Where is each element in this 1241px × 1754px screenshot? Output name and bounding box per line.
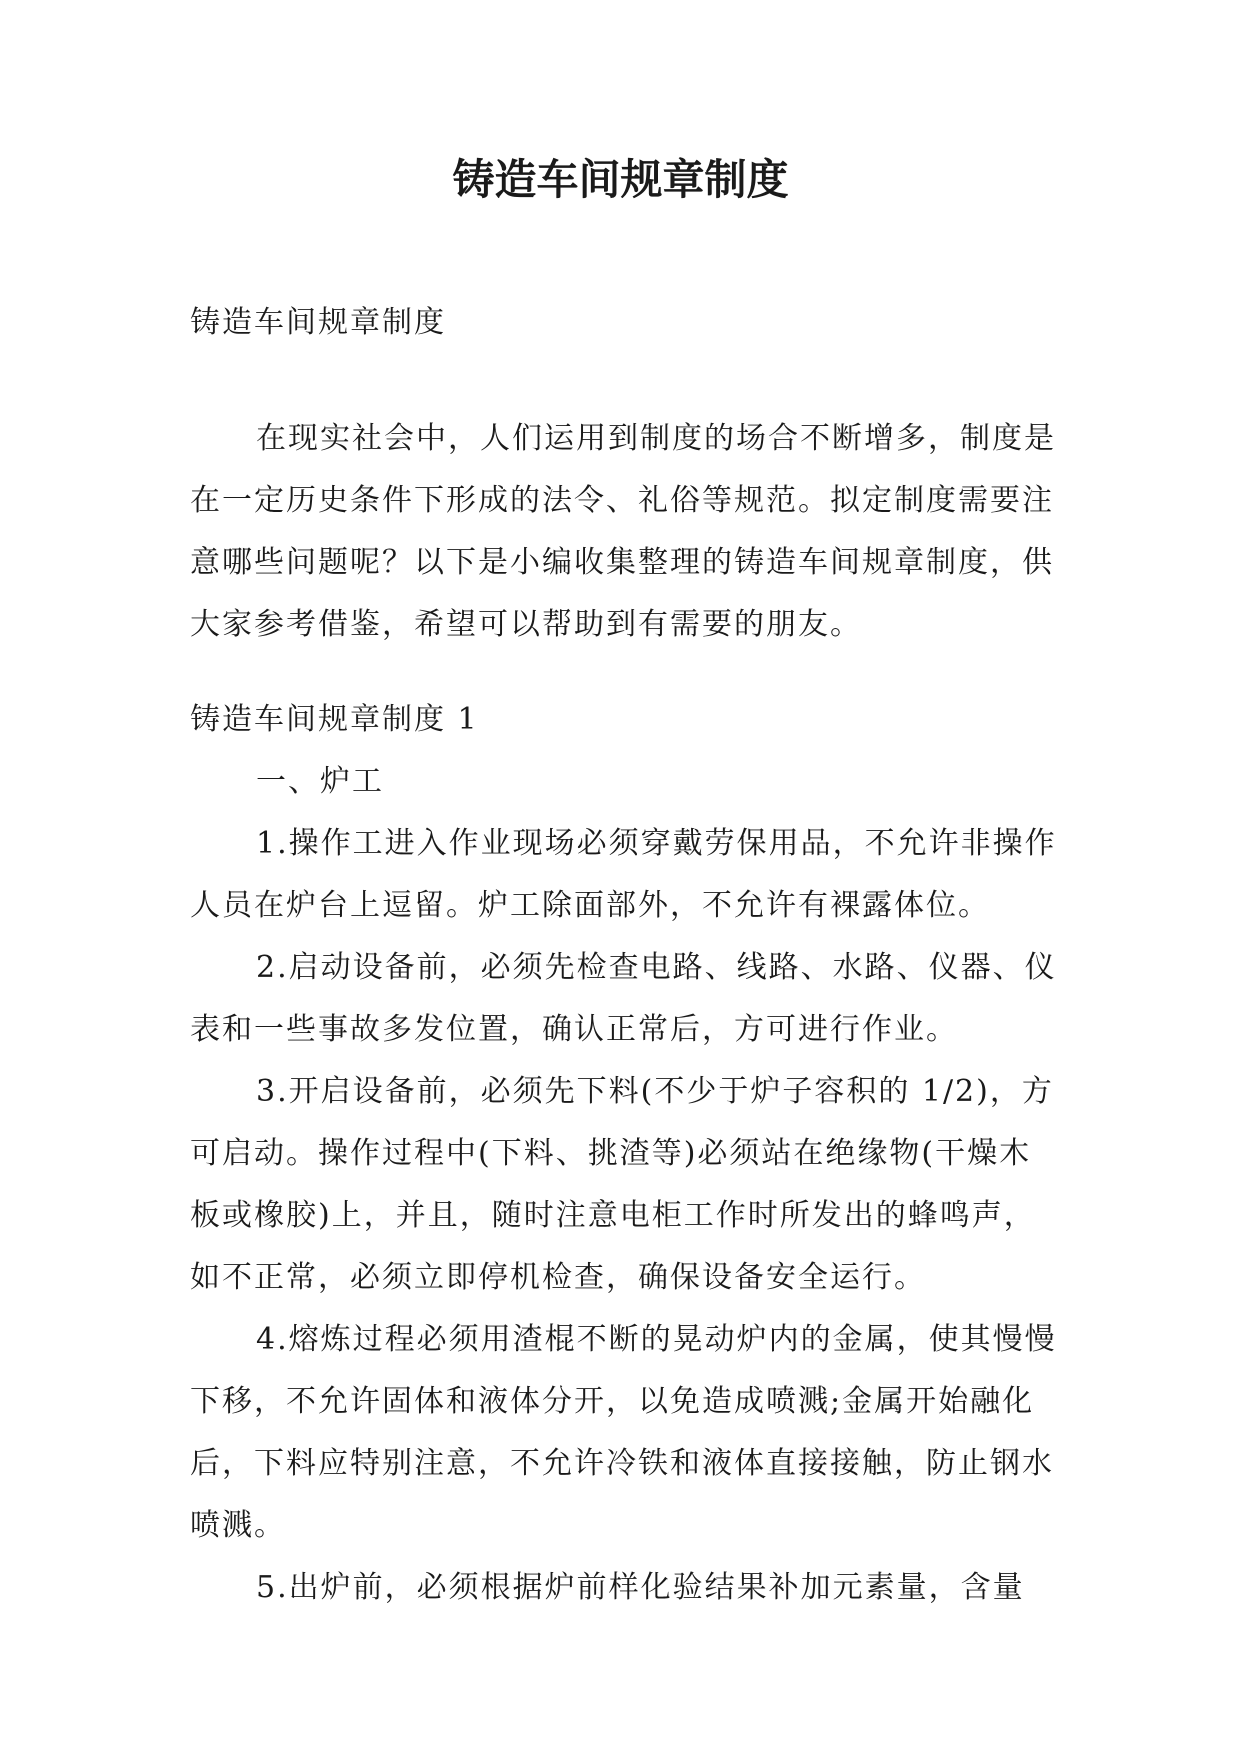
regulation-item-1: 1.操作工进入作业现场必须穿戴劳保用品，不允许非操作人员在炉台上逗留。炉工除面部外，不允许有裸露体位。 (190, 826, 1057, 923)
document-subtitle: 铸造车间规章制度 (190, 305, 446, 340)
regulation-item-5: 5.出炉前，必须根据炉前样化验结果补加元素量，含量 (256, 1570, 1025, 1605)
regulation-list (190, 751, 1058, 1619)
regulation-item-2: 2.启动设备前，必须先检查电路、线路、水路、仪器、仪表和一些事故多发位置，确认正常后，方可进行作业。 (190, 950, 1057, 1047)
regulation-item-4: 4.熔炼过程必须用渣棍不断的晃动炉内的金属，使其慢慢下移，不允许固体和液体分开，以免造成喷溅;金属开始融化后，下料应特别注意，不允许冷铁和液体直接接触，防止钢水喷溅。 (190, 1322, 1057, 1543)
section-heading: 铸造车间规章制度 1 (190, 702, 479, 737)
document-title: 铸造车间规章制度 (452, 155, 789, 204)
regulation-item-3: 3.开启设备前，必须先下料(不少于炉子容积的 1/2)，方可启动。操作过程中(下料、挑渣等)必须站在绝缘物(干燥木板或橡胶)上，并且，随时注意电柜工作时所发出的蜂鸣声，如不正常，必须立即停机检查，确保设备安全运行。 (190, 1074, 1054, 1295)
subsection-heading: 一、炉工 (256, 764, 384, 799)
intro-paragraph: 在现实社会中，人们运用到制度的场合不断增多，制度是在一定历史条件下形成的法令、礼俗等规范。拟定制度需要注意哪些问题呢？以下是小编收集整理的铸造车间规章制度，供大家参考借鉴，希望可以帮助到有需要的朋友。 (190, 421, 1056, 642)
